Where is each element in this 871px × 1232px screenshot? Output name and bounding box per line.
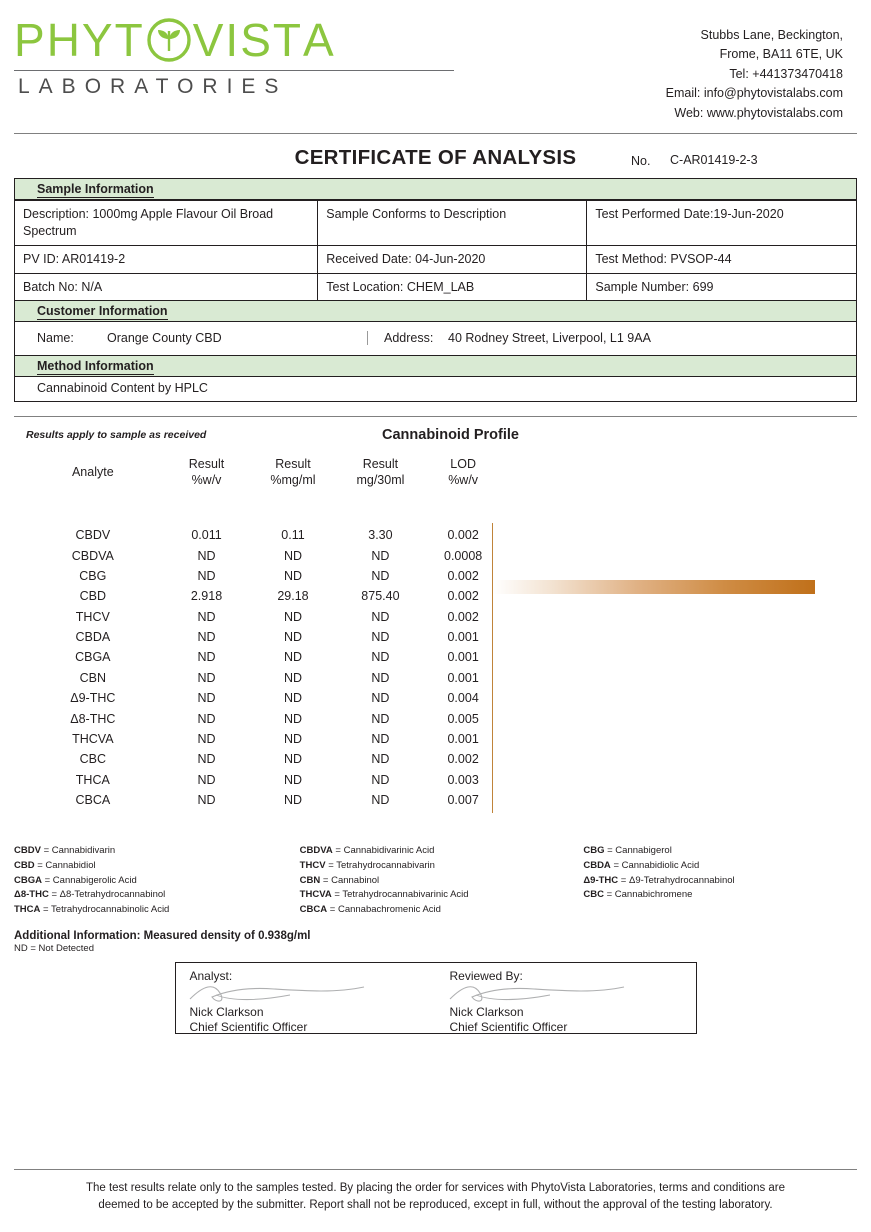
customer-information-section [14, 300, 857, 355]
customer-name-value: Orange County CBD [107, 331, 222, 346]
table-row [22, 708, 502, 728]
abbreviation-item [14, 859, 288, 874]
table-row [22, 668, 502, 688]
customer-address-cell [368, 331, 651, 345]
address-email: Email: info@phytovistalabs.com [665, 86, 843, 101]
address-line-1: Stubbs Lane, Beckington, [700, 28, 843, 42]
table-row [15, 273, 856, 300]
table-row [22, 749, 502, 769]
analyte-mg30: ND [371, 548, 390, 563]
abbreviation-item [14, 903, 288, 918]
abbreviation-key: THCVA [299, 889, 332, 901]
analyte-lod: 0.002 [447, 528, 479, 543]
abbreviation-item [583, 888, 857, 903]
page-title: CERTIFICATE OF ANALYSIS [294, 145, 577, 169]
test-performed-date: Test Performed Date:19-Jun-2020 [587, 200, 856, 245]
abbreviation-key: Δ8-THC [14, 889, 49, 901]
received-date: Received Date: 04-Jun-2020 [318, 245, 587, 273]
analyte-lod: 0.001 [447, 670, 479, 685]
analyte-mgml: ND [283, 568, 302, 583]
logo-letter-y: Y [81, 14, 115, 66]
signature-box [175, 962, 697, 1034]
analyte-name: CBDV [75, 528, 111, 543]
abbreviation-value: = Cannabigerolic Acid [44, 874, 137, 886]
sample-information-header [15, 179, 856, 200]
footer-disclaimer [14, 1180, 857, 1215]
analyte-mg30: ND [371, 670, 390, 685]
analyte-wv: 2.918 [190, 589, 223, 604]
header-result-mgml [249, 457, 336, 494]
analyte-lod: 0.0008 [444, 548, 483, 563]
customer-information-row [15, 322, 856, 355]
abbreviation-item [14, 844, 288, 859]
abbreviation-item [300, 874, 574, 889]
analyst-name: Nick Clarkson [189, 1004, 264, 1019]
analyte-name: Δ9-THC [70, 691, 116, 706]
analyte-name: CBC [79, 752, 107, 767]
logo-divider [14, 70, 454, 71]
footer-line-2: deemed to be accepted by the submitter. Report shall not be reproduced, except in full, without the approval of the testing laboratory. [98, 1198, 773, 1211]
abbreviations-column-1 [14, 844, 288, 918]
abbreviation-key: THCV [299, 859, 326, 871]
analyte-mgml: ND [283, 630, 302, 645]
abbreviations-column-2 [288, 844, 574, 918]
table-row [22, 729, 502, 749]
table-row [22, 586, 502, 606]
sample-information-table [15, 200, 856, 301]
certificate-no-label: No. [631, 153, 651, 168]
table-row [22, 525, 502, 545]
customer-name-label: Name: [37, 331, 74, 346]
analyte-lod: 0.002 [447, 589, 479, 604]
abbreviations-legend [14, 844, 857, 918]
analyte-name: THCA [75, 772, 110, 787]
header-lod-line2: %w/v [448, 473, 479, 487]
analyte-wv: ND [197, 772, 216, 787]
abbreviation-key: CBG [583, 845, 605, 857]
nd-note: ND = Not Detected [14, 942, 94, 954]
test-location: Test Location: CHEM_LAB [318, 273, 587, 300]
analyte-lod: 0.001 [447, 731, 479, 746]
table-row [15, 245, 856, 273]
abbreviation-item [300, 888, 574, 903]
abbreviation-key: CBCA [299, 904, 328, 916]
cannabinoid-profile-title: Cannabinoid Profile [382, 427, 519, 444]
analyte-name: CBCA [75, 793, 111, 808]
analyte-name: CBG [79, 568, 107, 583]
abbreviation-key: CBN [299, 874, 321, 886]
sample-information-title: Sample Information [37, 181, 154, 196]
abbreviation-value: = Cannabigerol [607, 845, 672, 857]
reviewer-name: Nick Clarkson [449, 1004, 524, 1019]
header-lod [424, 457, 502, 494]
results-note: Results apply to sample as received [26, 429, 207, 442]
analyte-lod: 0.007 [447, 793, 479, 808]
abbreviation-item [583, 844, 857, 859]
analyte-mgml: 0.11 [281, 528, 305, 543]
analyte-lod: 0.002 [447, 752, 479, 767]
analyte-name: CBN [79, 670, 107, 685]
leaf-circle-icon [146, 17, 192, 63]
abbreviations-column-3 [573, 844, 857, 918]
logo-letter-s: S [240, 14, 273, 66]
cannabinoid-results-table [22, 457, 502, 810]
header-analyte-line1: Analyte [71, 465, 114, 480]
cannabinoid-profile-section [0, 427, 871, 810]
analyte-mgml: ND [283, 670, 302, 685]
header-result-mgml-line1: Result [275, 457, 311, 472]
table-spacer [22, 495, 502, 525]
analyte-wv: ND [197, 711, 216, 726]
analyte-lod: 0.003 [447, 772, 479, 787]
footer-divider [14, 1169, 857, 1170]
abbreviation-item [300, 859, 574, 874]
analyte-mg30: ND [371, 568, 390, 583]
certificate-no-value: C-AR01419-2-3 [670, 152, 758, 167]
header-result-wv [164, 457, 250, 494]
abbreviation-key: CBC [583, 889, 604, 901]
table-row [22, 688, 502, 708]
title-row [0, 134, 871, 178]
test-method: Test Method: PVSOP-44 [587, 245, 856, 273]
analyte-wv: ND [197, 548, 216, 563]
table-row [22, 566, 502, 586]
header-analyte [22, 457, 164, 494]
analyte-wv: ND [197, 670, 216, 685]
reviewer-label: Reviewed By: [449, 968, 523, 983]
header-result-mg30-line2: mg/30ml [356, 473, 405, 487]
table-row [22, 545, 502, 565]
abbreviation-key: CBDA [583, 859, 611, 871]
analyte-lod: 0.001 [447, 630, 479, 645]
table-row [22, 607, 502, 627]
header-lod-line1: LOD [450, 457, 476, 472]
logo-letter-p: P [14, 14, 47, 66]
analyte-wv: ND [197, 630, 216, 645]
reviewer-role: Chief Scientific Officer [449, 1019, 568, 1034]
analyst-role: Chief Scientific Officer [189, 1019, 308, 1034]
analyte-name: CBDVA [71, 548, 114, 563]
customer-address-value: 40 Rodney Street, Liverpool, L1 9AA [448, 331, 651, 346]
analyte-name: THCVA [72, 731, 114, 746]
analyte-mgml: ND [283, 711, 302, 726]
customer-information-header [15, 301, 856, 322]
logo-letter-t: T [114, 14, 145, 66]
sample-information-section [14, 178, 857, 301]
logo-letter-t2: T [272, 14, 303, 66]
analyte-mgml: 29.18 [277, 589, 309, 604]
analyte-mgml: ND [283, 772, 302, 787]
abbreviation-item [14, 888, 288, 903]
chart-bar-cbd [493, 580, 815, 594]
logo-letter-v: V [192, 14, 226, 66]
table-header-row [22, 457, 502, 494]
analyte-mg30: ND [371, 752, 390, 767]
abbreviation-item [583, 859, 857, 874]
abbreviation-value: = Cannabidivarin [43, 845, 116, 857]
analyte-mg30: ND [371, 630, 390, 645]
logo-letter-i: I [225, 14, 241, 66]
sample-description: Description: 1000mg Apple Flavour Oil Broad Spectrum [15, 200, 318, 245]
customer-information-title: Customer Information [37, 304, 168, 319]
abbreviation-value: = Tetrahydrocannabivarin [328, 859, 435, 871]
analyte-wv: ND [197, 731, 216, 746]
analyte-mgml: ND [283, 609, 302, 624]
analyte-wv: ND [197, 793, 216, 808]
analyte-mg30: ND [371, 731, 390, 746]
logo-letter-h: H [46, 14, 82, 66]
abbreviation-value: = Cannabinol [322, 874, 380, 886]
table-row [22, 790, 502, 810]
analyte-name: CBD [79, 589, 107, 604]
chart-axis [492, 523, 493, 813]
analyte-wv: ND [197, 691, 216, 706]
analyte-mgml: ND [283, 793, 302, 808]
document-header [0, 0, 871, 123]
analyte-mgml: ND [283, 752, 302, 767]
abbreviation-value: = Cannabichromene [606, 889, 693, 901]
analyte-wv: ND [197, 752, 216, 767]
method-information-title: Method Information [37, 359, 154, 374]
abbreviation-key: THCA [14, 904, 41, 916]
analyte-mgml: ND [283, 691, 302, 706]
cannabinoid-bar-chart [492, 523, 817, 813]
analyte-lod: 0.001 [447, 650, 479, 665]
analyte-mgml: ND [283, 650, 302, 665]
table-row [22, 647, 502, 667]
analyte-mg30: 875.40 [361, 589, 400, 604]
method-information-body: Cannabinoid Content by HPLC [37, 381, 208, 396]
abbreviation-item [14, 874, 288, 889]
analyte-mg30: ND [371, 609, 390, 624]
header-result-mg30 [337, 457, 425, 494]
header-result-mg30-line1: Result [362, 457, 399, 472]
method-information-section [14, 355, 857, 402]
abbreviation-value: = Δ8-Tetrahydrocannabinol [51, 889, 166, 901]
analyte-mgml: ND [283, 731, 302, 746]
analyte-mg30: ND [371, 691, 390, 706]
analyte-lod: 0.005 [447, 711, 479, 726]
company-address [666, 16, 843, 123]
abbreviation-value: = Cannabidiolic Acid [613, 859, 700, 871]
abbreviation-key: CBD [14, 859, 35, 871]
customer-name-cell [23, 331, 368, 345]
company-logo [14, 16, 474, 99]
reviewer-signature-block [436, 963, 696, 1033]
analyte-wv: ND [197, 568, 216, 583]
abbreviation-item [300, 844, 574, 859]
analyte-mg30: 3.30 [368, 528, 393, 543]
logo-subtitle: LABORATORIES [18, 75, 288, 99]
abbreviation-value: = Cannabidivarinic Acid [335, 845, 435, 857]
analyte-name: CBDA [75, 630, 111, 645]
header-result-mgml-line2: %mg/ml [270, 473, 316, 487]
analyte-mgml: ND [283, 548, 302, 563]
analyte-lod: 0.002 [447, 568, 479, 583]
reviewer-signature-mark [446, 979, 646, 1005]
analyte-wv: ND [197, 609, 216, 624]
logo-wordmark [14, 16, 474, 64]
abbreviation-key: CBGA [14, 874, 42, 886]
table-row [22, 627, 502, 647]
abbreviation-value: = Δ9-Tetrahydrocannabinol [620, 874, 735, 886]
analyte-name: Δ8-THC [70, 711, 116, 726]
analyte-mg30: ND [371, 711, 390, 726]
analyte-name: CBGA [75, 650, 111, 665]
abbreviation-key: Δ9-THC [583, 874, 619, 886]
abbreviation-item [583, 874, 857, 889]
method-information-header [15, 356, 856, 377]
abbreviation-key: CBDV [14, 845, 41, 857]
address-line-2: Frome, BA11 6TE, UK [719, 47, 843, 62]
analyte-name: THCV [75, 609, 110, 624]
table-row [22, 770, 502, 790]
table-row [15, 200, 856, 245]
abbreviation-item [300, 903, 574, 918]
analyte-wv: ND [197, 650, 216, 665]
abbreviation-key: CBDVA [299, 845, 333, 857]
address-web: Web: www.phytovistalabs.com [674, 105, 843, 120]
abbreviation-value: = Tetrahydrocannabivarinic Acid [334, 889, 469, 901]
analyte-mg30: ND [371, 793, 390, 808]
abbreviation-value: = Tetrahydrocannabinolic Acid [43, 904, 170, 916]
header-result-wv-line1: Result [188, 457, 225, 472]
analyte-wv: 0.011 [191, 528, 222, 543]
additional-information: Additional Information: Measured density of 0.938g/ml [14, 929, 311, 942]
analyte-mg30: ND [371, 650, 390, 665]
pv-id: PV ID: AR01419-2 [15, 245, 318, 273]
logo-letter-a: A [302, 14, 336, 66]
analyte-mg30: ND [371, 772, 390, 787]
abbreviation-value: = Cannabachromenic Acid [329, 904, 441, 916]
abbreviation-value: = Cannabidiol [37, 859, 96, 871]
sample-number: Sample Number: 699 [587, 273, 856, 300]
batch-no: Batch No: N/A [15, 273, 318, 300]
sample-conformance: Sample Conforms to Description [318, 200, 587, 245]
analyte-lod: 0.004 [447, 691, 479, 706]
customer-address-label: Address: [384, 331, 434, 346]
address-phone: Tel: +441373470418 [729, 66, 843, 81]
analyst-signature-mark [186, 979, 386, 1005]
analyte-lod: 0.002 [447, 609, 479, 624]
section-divider [14, 416, 857, 417]
analyst-signature-block [176, 963, 436, 1033]
footer-line-1: The test results relate only to the samples tested. By placing the order for services with PhytoVista Laboratories, terms and conditions are [85, 1181, 786, 1194]
analyst-label: Analyst: [189, 968, 233, 983]
header-result-wv-line2: %w/v [191, 473, 222, 487]
